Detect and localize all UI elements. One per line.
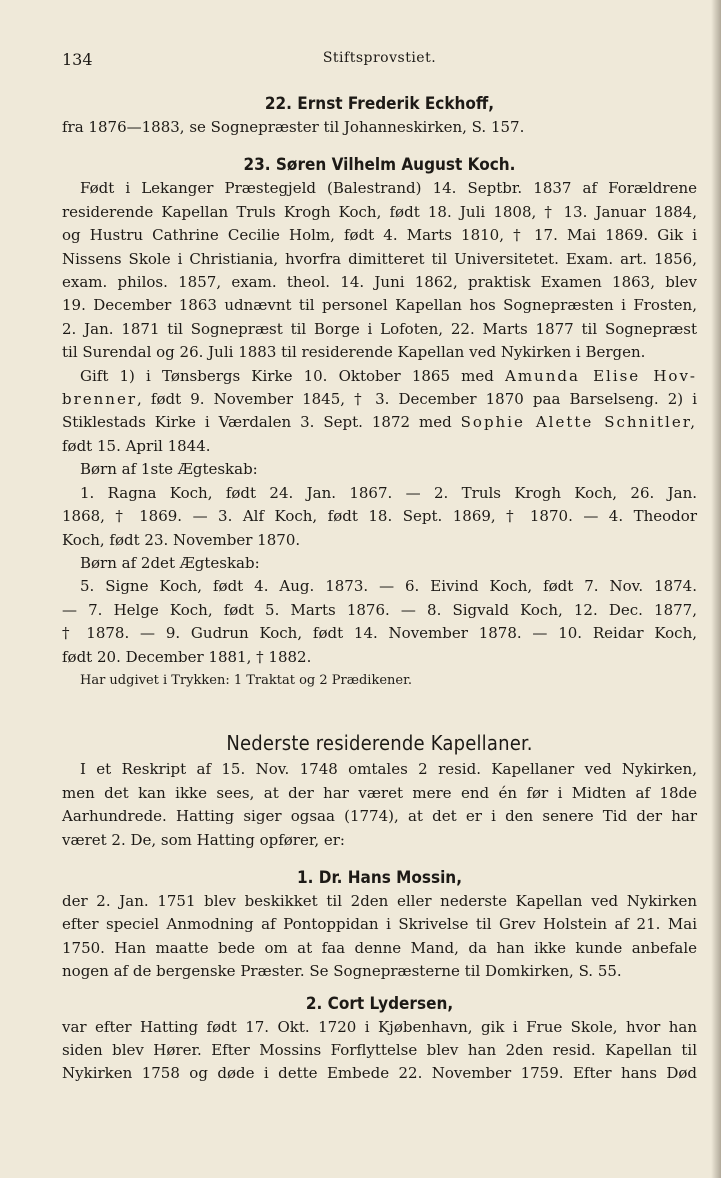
marriage-text: Stiklestads Kirke i Værdalen 3. Sept. 1872 med	[62, 413, 461, 432]
children-line: † 1878. — 9. Gudrun Koch, født 14. November 1878. — 10. Reidar Koch,	[62, 624, 697, 643]
children-line: — 7. Helge Koch, født 5. Marts 1876. — 8. Sigvald Koch, 12. Dec. 1877,	[62, 600, 697, 619]
children-line: 1. Ragna Koch, født 24. Jan. 1867. — 2. Truls Krogh Koch, 26. Jan.	[80, 483, 697, 502]
entry-2-line: var efter Hatting født 17. Okt. 1720 i Kjøbenhavn, gik i Frue Skole, hvor han	[62, 1017, 697, 1036]
entry-23-line: Nissens Skole i Christiania, hvorfra dimitteret til Universitetet. Exam. art. 1856,	[62, 249, 697, 268]
entry-22-text: fra 1876—1883, se Sognepræster til Johanneskirken, S. 157.	[62, 118, 525, 136]
publication-note: Har udgivet i Trykken: 1 Traktat og 2 Prædikener.	[80, 672, 413, 688]
page-header	[62, 50, 697, 74]
children-heading-1: Børn af 1ste Ægteskab:	[80, 460, 258, 479]
page-body	[62, 92, 697, 1086]
intro-line: I et Reskript af 15. Nov. 1748 omtales 2 resid. Kapellaner ved Nykirken,	[80, 760, 697, 779]
page-number: 134	[62, 50, 93, 69]
entry-23-line: 2. Jan. 1871 til Sognepræst til Borge i Lofoten, 22. Marts 1877 til Sognepræst	[62, 319, 697, 338]
entry-1-line: efter speciel Anmodning af Pontoppidan i Skrivelse til Grev Holstein af 21. Mai	[62, 915, 697, 934]
entry-23-line: til Surendal og 26. Juli 1883 til residerende Kapellan ved Nykirken i Bergen.	[62, 343, 646, 362]
children-line: Koch, født 23. November 1870.	[62, 530, 301, 549]
marriage-text: , født 9. November 1845, † 3. December 1870 paa Barselseng. 2) i	[137, 390, 697, 409]
intro-line: været 2. De, som Hatting opfører, er:	[62, 830, 345, 849]
entry-1-line: nogen af de bergenske Præster. Se Sognepræsterne til Domkirken, S. 55.	[62, 962, 622, 981]
entry-2-line: siden blev Hører. Efter Mossins Forflyttelse blev han 2den resid. Kapellan til	[62, 1041, 697, 1059]
running-title: Stiftsprovstiet.	[322, 50, 437, 66]
spouse-name: Sophie Alette Schnitler,	[460, 413, 697, 432]
intro-line: Aarhundrede. Hatting siger ogsaa (1774), at det er i den senere Tid der har	[62, 807, 697, 826]
marriage-line	[62, 365, 697, 388]
entry-heading-2: 2. Cort Lydersen,	[305, 993, 454, 1014]
spouse-name: Amunda Elise Hov-	[505, 366, 697, 385]
entry-1-line: 1750. Han maatte bede om at faa denne Mand, da han ikke kunde anbefale	[62, 938, 697, 957]
entry-heading-1: 1. Dr. Hans Mossin,	[296, 867, 463, 888]
spouse-name: brenner	[62, 390, 138, 409]
marriage-line	[62, 411, 697, 434]
marriage-line: født 15. April 1844.	[62, 436, 211, 455]
intro-line: men det kan ikke sees, at der har været mere end én før i Midten af 18de	[62, 783, 697, 802]
entry-2-line: Nykirken 1758 og døde i dette Embede 22. November 1759. Efter hans Død	[62, 1064, 697, 1083]
entry-23-line: Født i Lekanger Præstegjeld (Balestrand) 14. Septbr. 1837 af Forældrene	[80, 179, 697, 198]
children-line: født 20. December 1881, † 1882.	[62, 647, 312, 666]
entry-heading-22: 22. Ernst Frederik Eckhoff,	[264, 94, 495, 114]
section-title: Nederste residerende Kapellaner.	[226, 731, 533, 756]
children-line: 5. Signe Koch, født 4. Aug. 1873. — 6. Eivind Koch, født 7. Nov. 1874.	[80, 577, 697, 596]
entry-23-line: exam. philos. 1857, exam. theol. 14. Juni 1862, praktisk Examen 1863, blev	[62, 273, 697, 292]
entry-1-line: der 2. Jan. 1751 blev beskikket til 2den eller nederste Kapellan ved Nykirken	[62, 891, 697, 910]
page-edge	[711, 0, 721, 1178]
entry-23-line: residerende Kapellan Truls Krogh Koch, født 18. Juli 1808, † 13. Januar 1884,	[62, 202, 697, 221]
entry-23-line: og Hustru Cathrine Cecilie Holm, født 4. Marts 1810, † 17. Mai 1869. Gik i	[62, 226, 697, 245]
children-heading-2: Børn af 2det Ægteskab:	[80, 553, 260, 572]
entry-heading-23: 23. Søren Vilhelm August Koch.	[243, 155, 516, 176]
entry-23-line: 19. December 1863 udnævnt til personel Kapellan hos Sognepræsten i Frosten,	[62, 296, 697, 315]
children-line: 1868, † 1869. — 3. Alf Koch, født 18. Sept. 1869, † 1870. — 4. Theodor	[62, 507, 697, 526]
marriage-line	[62, 388, 697, 411]
marriage-text: Gift 1) i Tønsbergs Kirke 10. Oktober 1865 med	[80, 366, 505, 385]
